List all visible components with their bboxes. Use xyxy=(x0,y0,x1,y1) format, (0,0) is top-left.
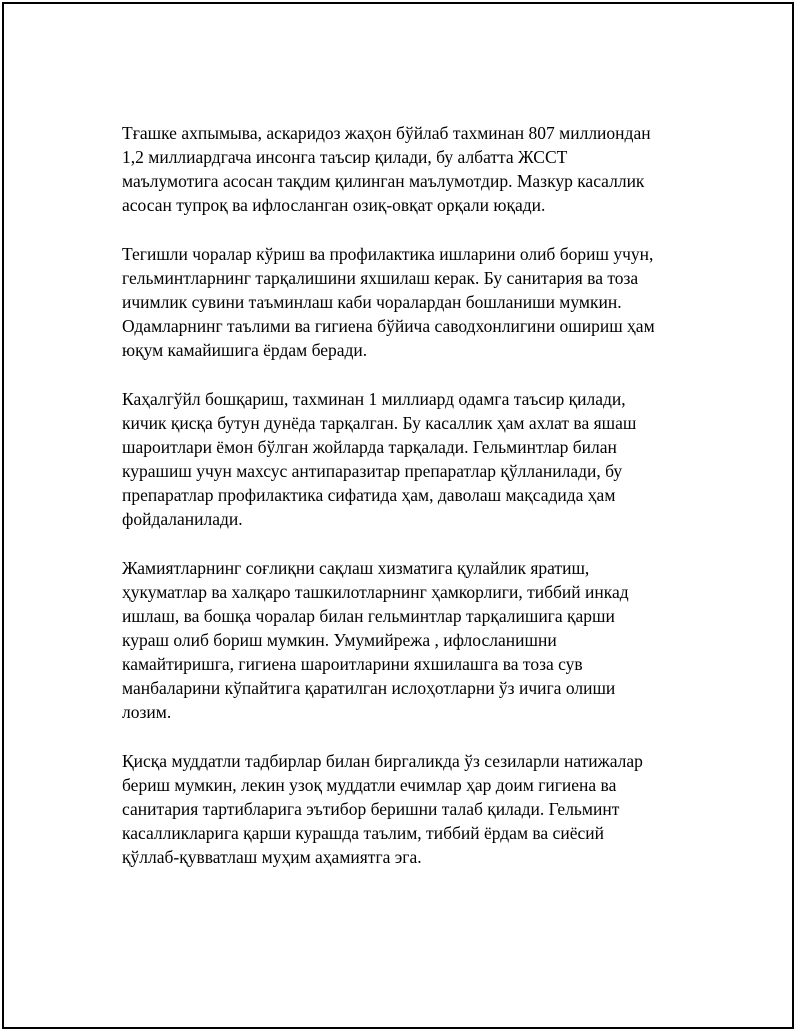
text-line: кураш олиб бориш мумкин. Умумийрежа , ифлосланишни xyxy=(122,630,557,650)
text-line: ҳукуматлар ва халқаро ташкилотларнинг ҳамкорлиги, тиббий инкад xyxy=(122,582,629,602)
text-line: Жамиятларнинг соғлиқни сақлаш хизматига қулайлик яратиш, xyxy=(122,558,590,578)
text-line: асосан тупроқ ва ифлосланган озиқ-овқат орқали юқади. xyxy=(122,195,546,215)
text-line: ичимлик сувини таъминлаш каби чоралардан бошланиши мумкин. xyxy=(122,292,622,312)
text-line: касалликларига қарши курашда таълим, тиббий ёрдам ва сиёсий xyxy=(122,823,604,843)
paragraph-5 xyxy=(122,749,692,869)
text-line: маълумотига асосан тақдим қилинган маълумотдир. Мазкур касаллик xyxy=(122,171,645,191)
text-line: юқум камайишига ёрдам беради. xyxy=(122,340,368,360)
text-line: Қисқа муддатли тадбирлар билан биргаликда ўз сезиларли натижалар xyxy=(122,751,643,771)
text-line: ишлаш, ва бошқа чоралар билан гельминтлар тарқалишига қарши xyxy=(122,606,615,626)
text-line: Тғашке ахпымыва, аскаридоз жаҳон бўйлаб тахминан 807 миллиондан xyxy=(122,123,651,143)
text-line: манбаларини кўпайтига қаратилган ислоҳотларни ўз ичига олиши xyxy=(122,678,616,698)
paragraph-1 xyxy=(122,121,692,217)
text-line: Каҳалгўйл бошқариш, тахминан 1 миллиард одамга таъсир қилади, xyxy=(122,389,626,409)
text-line: шароитлари ёмон бўлган жойларда тарқалади. Гельминтлар билан xyxy=(122,437,617,457)
text-line: Тегишли чоралар кўриш ва профилактика ишларини олиб бориш учун, xyxy=(122,244,654,264)
page-frame xyxy=(2,2,794,1029)
text-line: препаратлар профилактика сифатида ҳам, даволаш мақсадида ҳам xyxy=(122,485,616,505)
text-line: лозим. xyxy=(122,702,172,722)
text-line: 1,2 миллиардгача инсонга таъсир қилади, бу албатта ЖССТ xyxy=(122,147,568,167)
text-line: фойдаланилади. xyxy=(122,509,243,529)
text-line: қўллаб-қувватлаш муҳим аҳамиятга эга. xyxy=(122,847,422,867)
text-line: курашиш учун махсус антипаразитар препаратлар қўлланилади, бу xyxy=(122,461,623,481)
text-line: санитария тартибларига эътибор беришни талаб қилади. Гельминт xyxy=(122,799,620,819)
text-line: кичик қисқа бутун дунёда тарқалган. Бу касаллик ҳам ахлат ва яшаш xyxy=(122,413,637,433)
paragraph-3 xyxy=(122,387,692,531)
text-line: бериш мумкин, лекин узоқ муддатли ечимлар ҳар доим гигиена ва xyxy=(122,775,617,795)
text-line: Одамларнинг таълими ва гигиена бўйича саводхонлигини ошириш ҳам xyxy=(122,316,655,336)
paragraph-2 xyxy=(122,242,692,362)
text-line: камайтиришга, гигиена шароитларини яхшилашга ва тоза сув xyxy=(122,654,583,674)
text-line: гельминтларнинг тарқалишини яхшилаш керак. Бу санитария ва тоза xyxy=(122,268,639,288)
document-body xyxy=(122,121,692,894)
paragraph-4 xyxy=(122,556,692,724)
